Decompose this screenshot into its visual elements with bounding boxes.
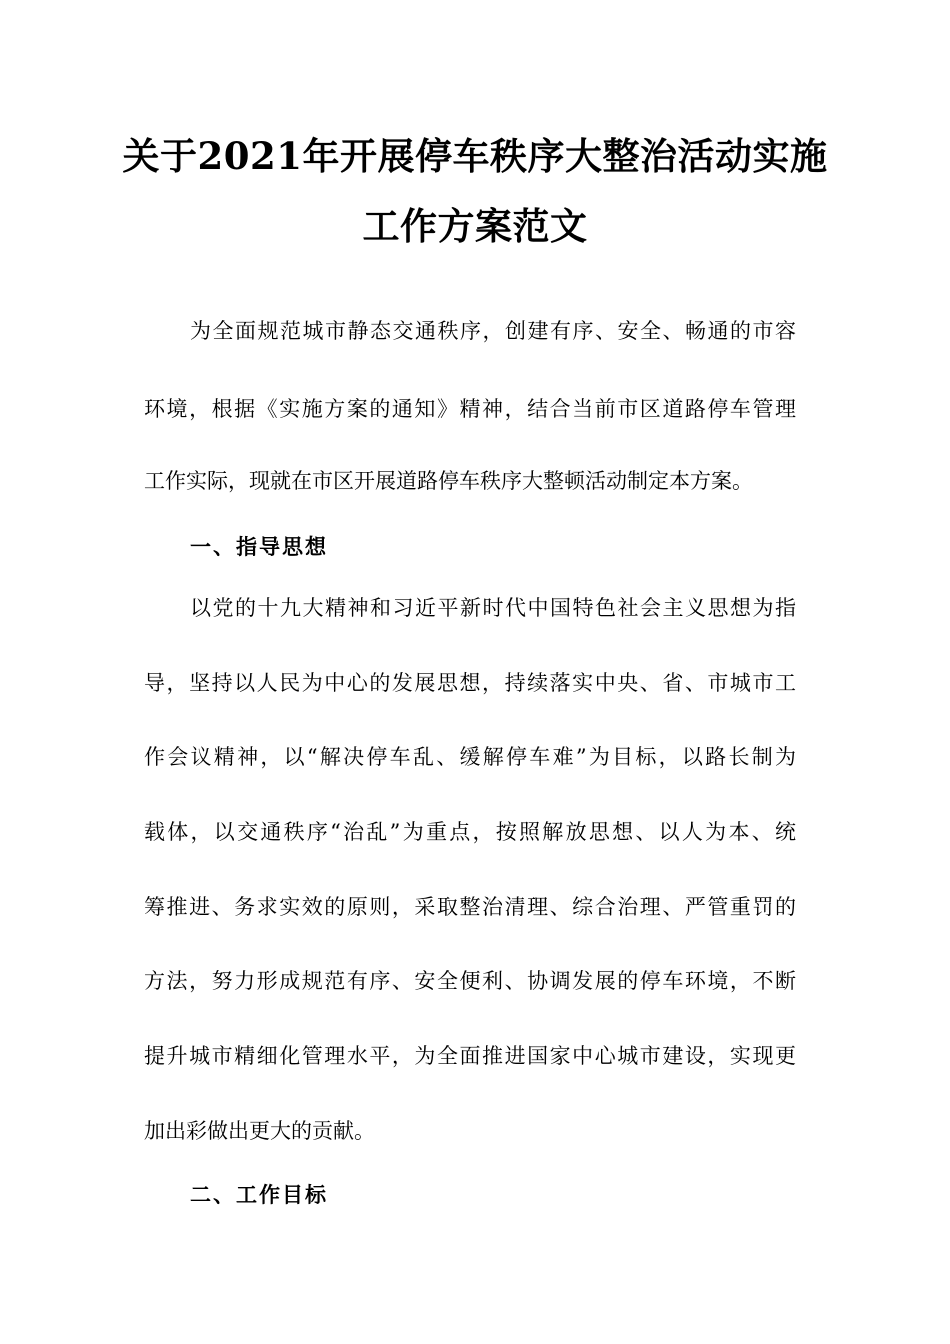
document-title-line-1: 关于2021年开展停车秩序大整治活动实施 — [122, 134, 828, 178]
document-title-line-2: 工作方案范文 — [362, 204, 588, 248]
intro-paragraph-line: 为全面规范城市静态交通秩序，创建有序、安全、畅通的市容 — [190, 319, 796, 343]
intro-paragraph-line: 环境，根据《实施方案的通知》精神，结合当前市区道路停车管理 — [144, 397, 796, 421]
section1-paragraph-line: 以党的十九大精神和习近平新时代中国特色社会主义思想为指 — [190, 596, 796, 620]
section1-paragraph-line: 导，坚持以人民为中心的发展思想，持续落实中央、省、市城市工 — [144, 671, 796, 695]
section-heading-guiding-ideology: 一、指导思想 — [190, 534, 328, 559]
section1-paragraph-line: 方法，努力形成规范有序、安全便利、协调发展的停车环境，不断 — [144, 969, 796, 993]
section1-paragraph-line: 作会议精神，以“解决停车乱、缓解停车难”为目标，以路长制为 — [144, 745, 796, 769]
section1-paragraph-line: 筹推进、务求实效的原则，采取整治清理、综合治理、严管重罚的 — [144, 895, 796, 919]
section-heading-work-goals: 二、工作目标 — [190, 1182, 328, 1207]
section1-paragraph-line: 加出彩做出更大的贡献。 — [144, 1119, 375, 1143]
section1-paragraph-line: 载体，以交通秩序“治乱”为重点，按照解放思想、以人为本、统 — [144, 820, 796, 844]
intro-paragraph-line: 工作实际，现就在市区开展道路停车秩序大整顿活动制定本方案。 — [144, 469, 753, 493]
section1-paragraph-line: 提升城市精细化管理水平，为全面推进国家中心城市建设，实现更 — [144, 1044, 796, 1068]
